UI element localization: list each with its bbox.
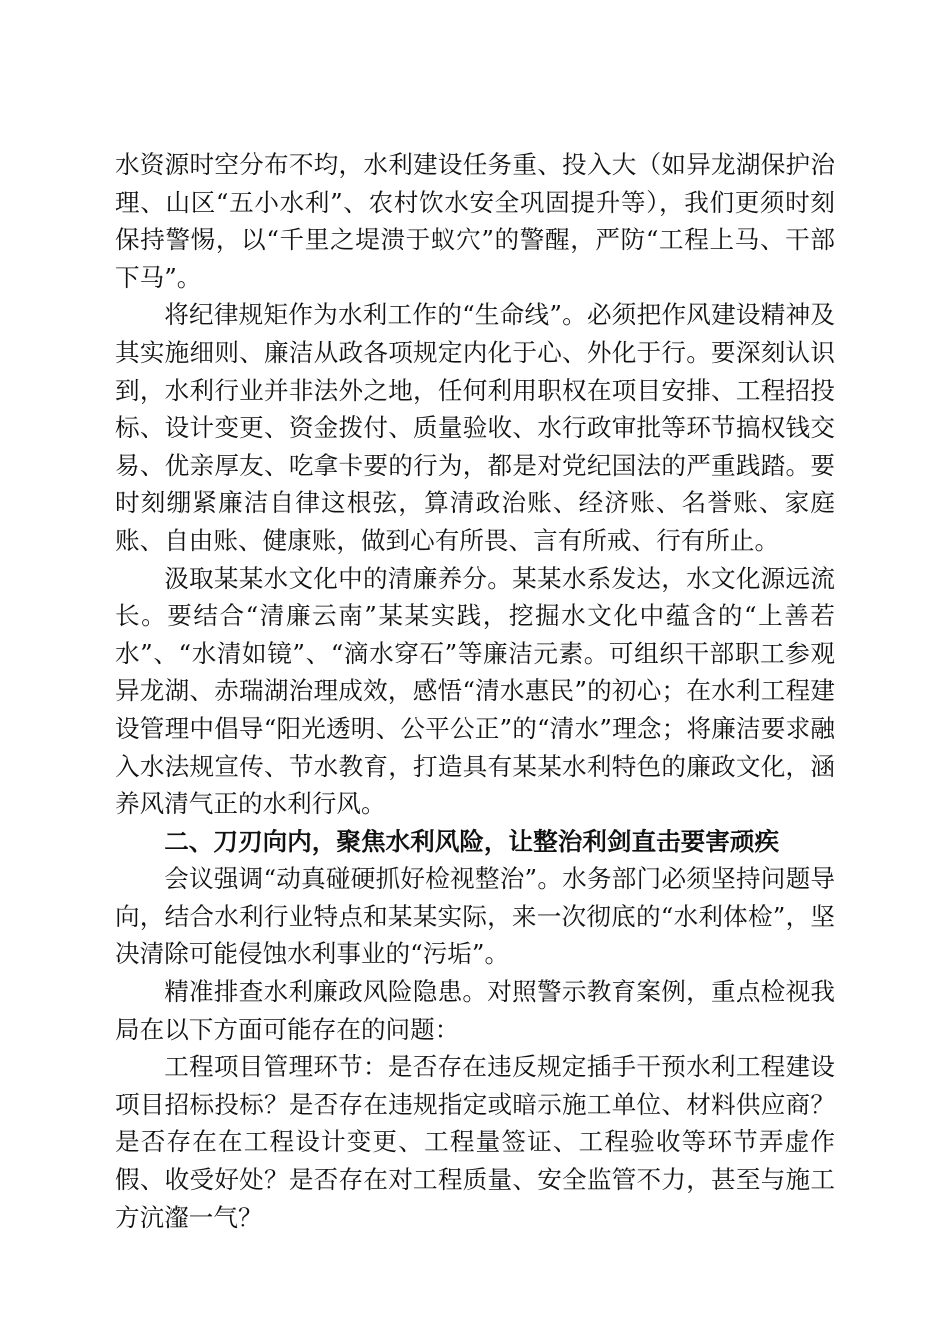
body-paragraph: 工程项目管理环节：是否存在违反规定插手干预水利工程建设项目招标投标？是否存在违规指定或暗示施工单位、材料供应商？是否存在在工程设计变更、工程量签证、工程验收等环节弄虚作假、收受好处？是否存在对工程质量、安全监管不力，甚至与施工方沆瀣一气？ (115, 1052, 835, 1232)
section-heading: 二、刀刃向内，聚焦水利风险，让整治利剑直击要害顽疾 (164, 826, 780, 856)
body-paragraph: 水资源时空分布不均，水利建设任务重、投入大（如异龙湖保护治理、山区“五小水利”、农村饮水安全巩固提升等），我们更须时刻保持警惕，以“千里之堤溃于蚁穴”的警醒，严防“工程上马、干部下马”。 (115, 150, 835, 292)
body-paragraph: 会议强调“动真碰硬抓好检视整治”。水务部门必须坚持问题导向，结合水利行业特点和某某实际，来一次彻底的“水利体检”，坚决清除可能侵蚀水利事业的“污垢”。 (115, 864, 835, 969)
body-paragraph: 汲取某某水文化中的清廉养分。某某水系发达，水文化源远流长。要结合“清廉云南”某某实践，挖掘水文化中蕴含的“上善若水”、“水清如镜”、“滴水穿石”等廉洁元素。可组织干部职工参观异龙湖、赤瑞湖治理成效，感悟“清水惠民”的初心；在水利工程建设管理中倡导“阳光透明、公平公正”的“清水”理念；将廉洁要求融入水法规宣传、节水教育，打造具有某某水利特色的廉政文化，涵养风清气正的水利行风。 (115, 563, 835, 819)
document-body (115, 146, 835, 1236)
body-paragraph: 将纪律规矩作为水利工作的“生命线”。必须把作风建设精神及其实施细则、廉洁从政各项规定内化于心、外化于行。要深刻认识到，水利行业并非法外之地，任何利用职权在项目安排、工程招投标、设计变更、资金拨付、质量验收、水行政审批等环节搞权钱交易、优亲厚友、吃拿卡要的行为，都是对党纪国法的严重践踏。要时刻绷紧廉洁自律这根弦，算清政治账、经济账、名誉账、家庭账、自由账、健康账，做到心有所畏、言有所戒、行有所止。 (115, 300, 835, 555)
body-paragraph: 精准排查水利廉政风险隐患。对照警示教育案例，重点检视我局在以下方面可能存在的问题： (115, 977, 835, 1044)
